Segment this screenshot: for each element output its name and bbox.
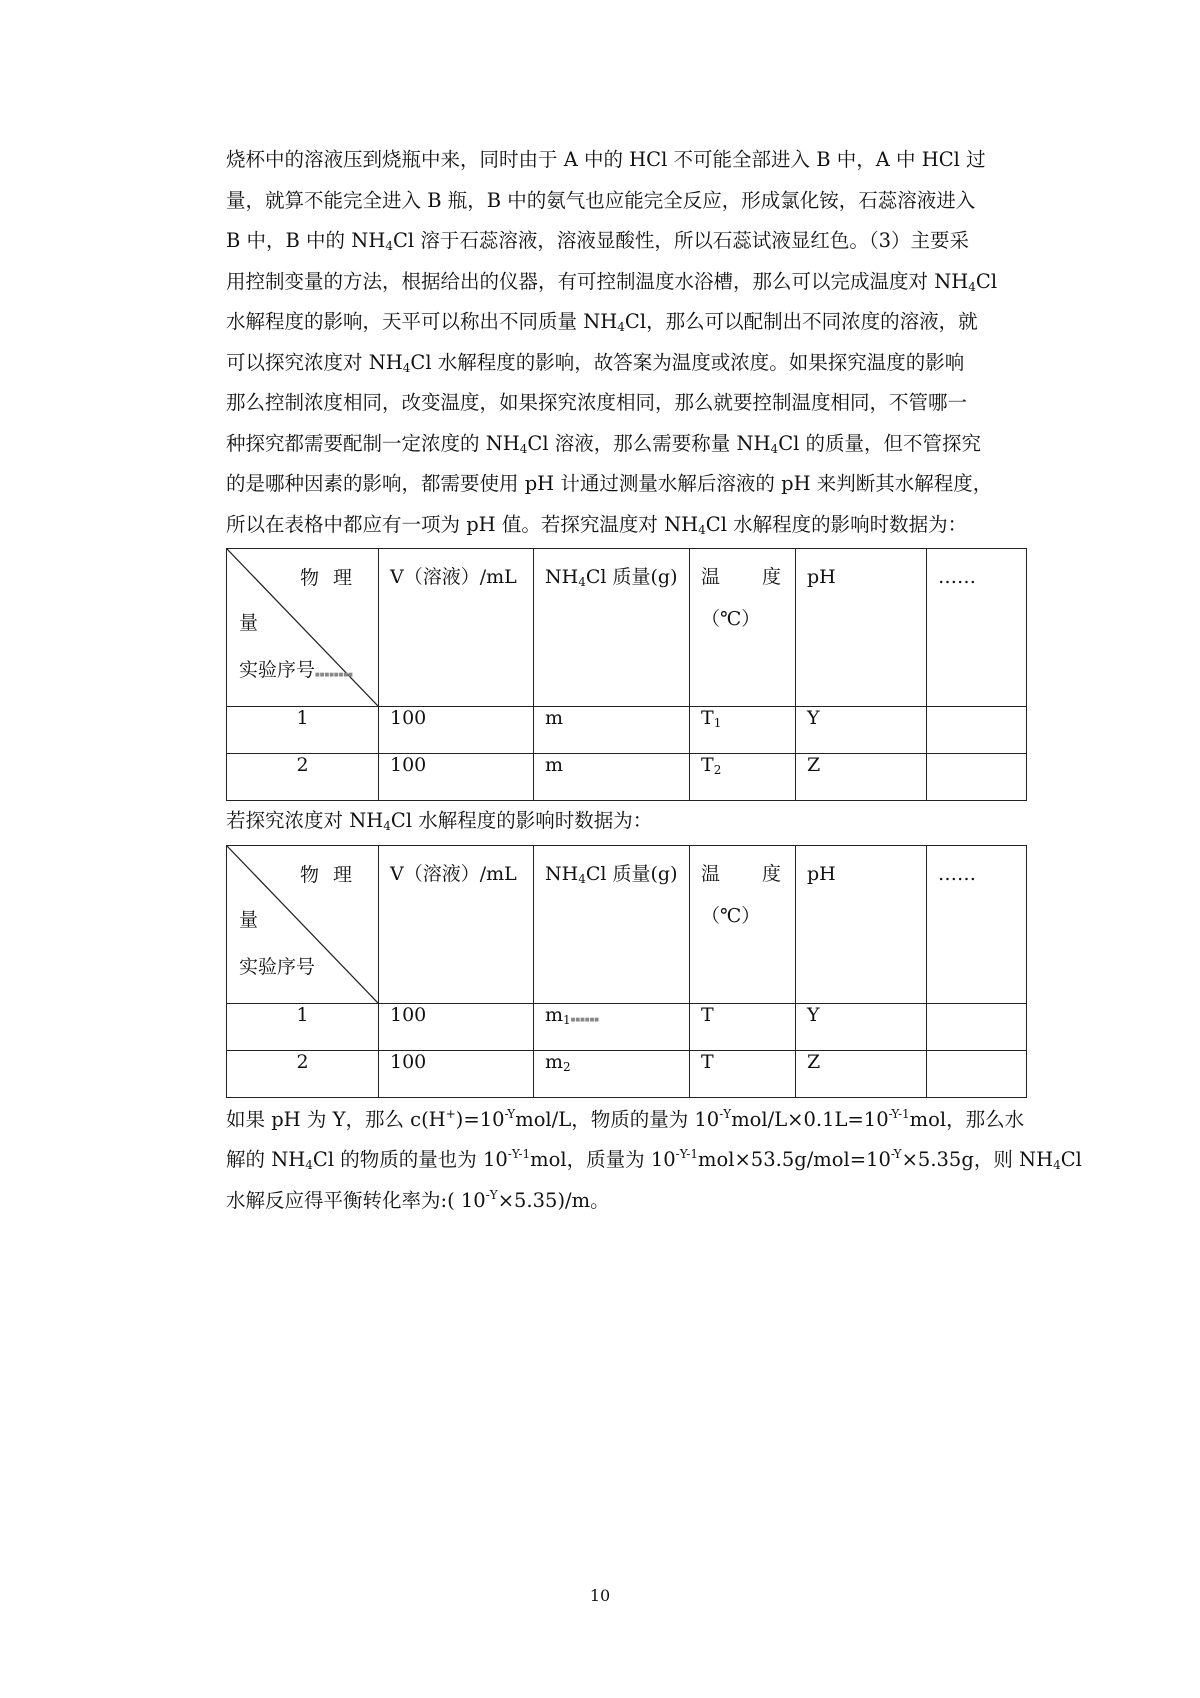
table2-caption: 若探究浓度对 $NH_4Cl$ 水解程度的影响时数据为： [226,809,653,833]
text-line: 的是哪种因素的影响，都需要使用 pH 计通过测量水解后溶液的 pH 来判断其水解程度， [226,472,993,495]
table-header-row [227,845,1027,1003]
ph-cell: Z [796,754,927,801]
table-row [227,1050,1027,1097]
diagonal-header-cell [227,549,379,707]
volume-header: V（溶液）/mL [379,845,534,1003]
document-page [226,140,1082,1221]
diag-quantity-label: 物理 [299,863,366,886]
empty-cell [927,1050,1027,1097]
text-line: 种探究都需要配制一定浓度的 $NH_4Cl$ 溶液，那么需要称量 $NH_4Cl$ 的质量，但不管探究 [226,431,982,456]
diag-quantity-label: 物理 [299,567,366,589]
text-line: 水解反应得平衡转化率为:( $10^{-Y}\times 5.35)/m$。 [226,1187,610,1212]
more-header: …… [927,549,1027,707]
ph-header: pH [796,845,927,1003]
volume-cell: 100 [379,1003,534,1050]
table-row [227,707,1027,754]
text-line: 如果 pH 为 Y，那么 $c(H^+)=10^{-Y}mol/L$，物质的量为 $10^{-Y}mol/L\times 0.1L=10^{-Y-1}mol$，那么水 [226,1106,1025,1131]
table-row [227,1003,1027,1050]
volume-cell: 100 [379,754,534,801]
mass-cell: $m_2$ [534,1050,690,1097]
temperature-header: 温 度 （℃） [690,549,796,707]
volume-cell: 100 [379,1050,534,1097]
experiment-number: 2 [227,1050,379,1097]
ph-cell: Y [796,707,927,754]
diagonal-header-cell [227,845,379,1003]
more-header: …… [927,845,1027,1003]
calculation-paragraph [226,1100,1082,1222]
diag-experiment-label: 实验序号 [239,955,316,978]
ph-header: pH [796,549,927,707]
explanation-paragraph [226,140,1026,545]
text-line: B 中，B 中的 $NH_4Cl$ 溶于石蕊溶液，溶液显酸性，所以石蕊试液显红色。（3）主要采 [226,229,969,253]
ph-cell: Y [796,1003,927,1050]
text-line: 那么控制浓度相同，改变温度，如果探究浓度相同，那么就要控制温度相同，不管哪一 [226,391,968,414]
temperature-cell: $T_2$ [690,754,796,801]
diag-experiment-label: 实验序号■■■■■■■■ [239,659,353,681]
mass-header: $NH_4Cl$ 质量(g) [534,549,690,707]
experiment-number: 1 [227,1003,379,1050]
text-line: 解的 $NH_4Cl$ 的物质的量也为 $10^{-Y-1}mol$，质量为 $10^{-Y-1}mol\times 53.5g/mol=10^{-Y}\times 5.35g$，则 $NH_4Cl$ [226,1147,1082,1172]
text-line: 可以探究浓度对 $NH_4Cl$ 水解程度的影响，故答案为温度或浓度。如果探究温度的影响 [226,350,965,375]
diag-quantity-label-2: 量 [239,612,259,634]
experiment-number: 1 [227,707,379,754]
volume-cell: 100 [379,707,534,754]
diag-quantity-label-2: 量 [239,908,259,931]
text-line: 烧杯中的溶液压到烧瓶中来，同时由于 A 中的 HCl 不可能全部进入 B 中，A 中 HCl 过 [226,148,986,171]
table-row [227,754,1027,801]
text-line: 量，就算不能完全进入 B 瓶，B 中的氨气也应能完全反应，形成氯化铵，石蕊溶液进入 [226,188,976,212]
empty-cell [927,754,1027,801]
temperature-cell: T [690,1003,796,1050]
volume-header: V（溶液）/mL [379,549,534,707]
text-line: 用控制变量的方法，根据给出的仪器，有可控制温度水浴槽，那么可以完成温度对 $NH_4Cl$ [226,269,998,294]
text-line: 水解程度的影响，天平可以称出不同质量 $NH_4Cl$，那么可以配制出不同浓度的溶液，就 [226,310,978,334]
empty-cell [927,707,1027,754]
temperature-cell: T [690,1050,796,1097]
mass-cell: m [534,707,690,754]
empty-cell [927,1003,1027,1050]
mass-cell: m [534,754,690,801]
concentration-table [226,845,1027,1098]
experiment-number: 2 [227,754,379,801]
table-header-row [227,549,1027,707]
temperature-table [226,548,1027,801]
mass-header: $NH_4Cl$ 质量(g) [534,845,690,1003]
text-line: 所以在表格中都应有一项为 pH 值。若探究温度对 $NH_4Cl$ 水解程度的影响时数据为： [226,512,968,537]
mass-cell: $m_1■■■■■■$ [534,1003,690,1050]
temperature-cell: $T_1$ [690,707,796,754]
temperature-header: 温 度 （℃） [690,845,796,1003]
page-number: 10 [589,1586,611,1605]
ph-cell: Z [796,1050,927,1097]
